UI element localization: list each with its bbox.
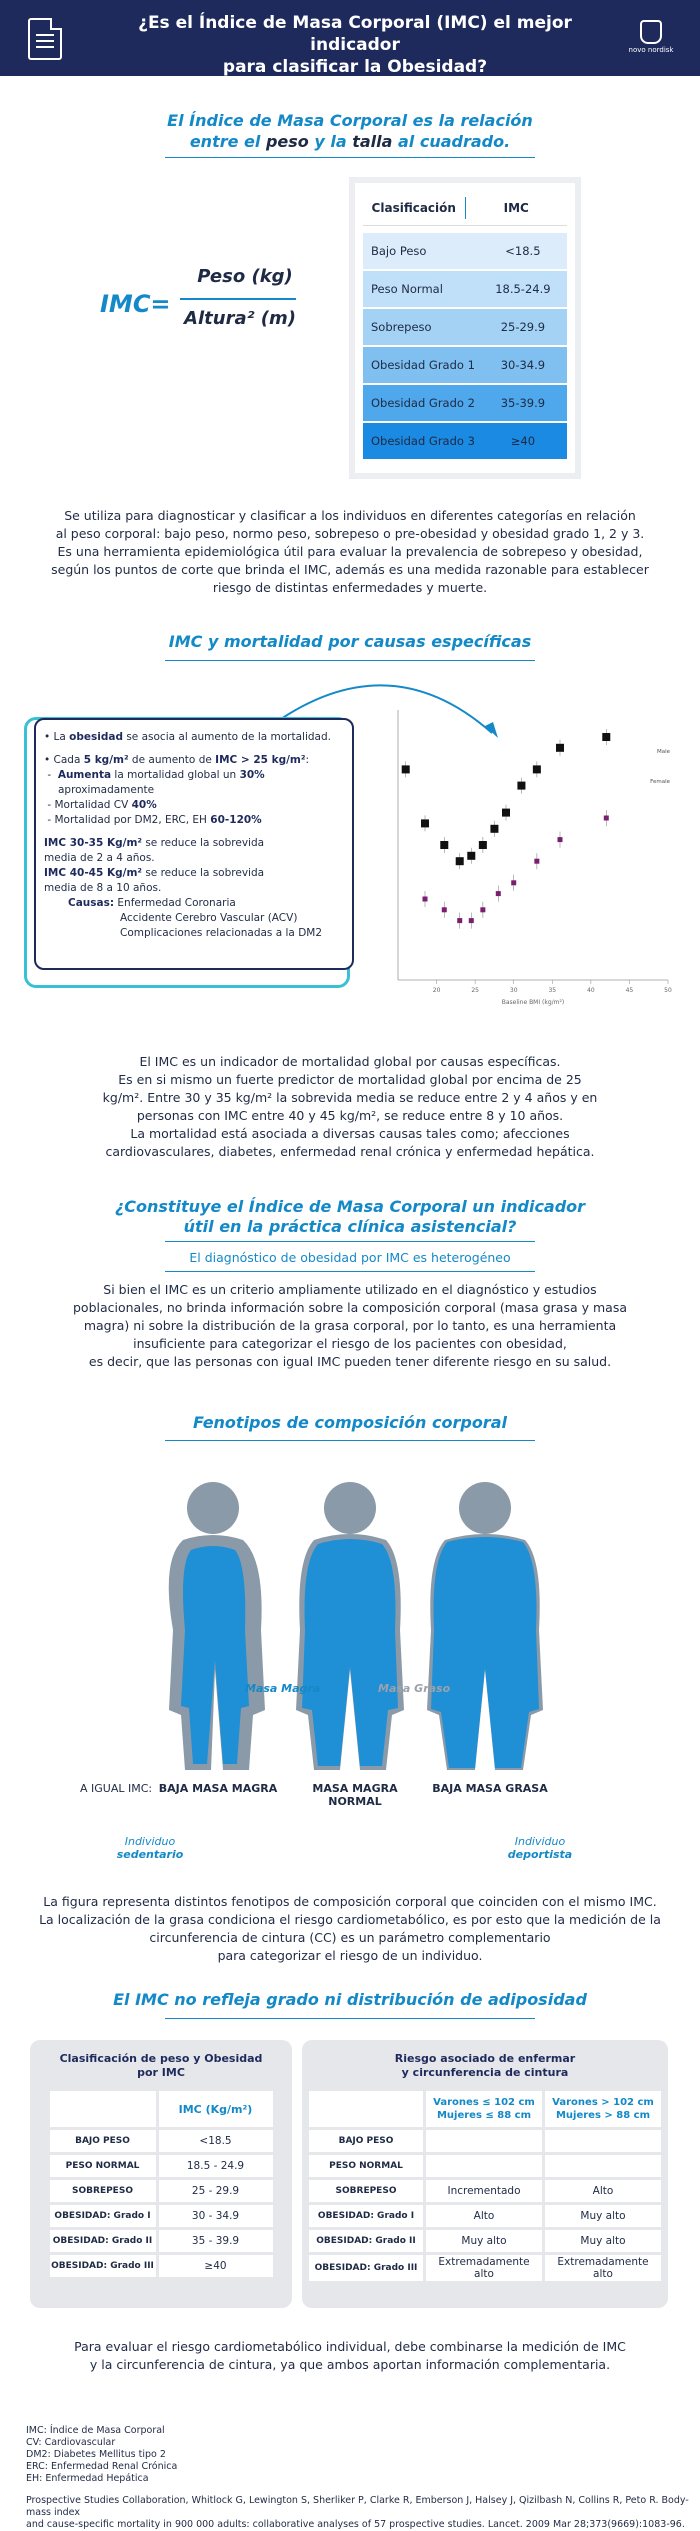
x-tick-label: 45 xyxy=(625,987,634,994)
section3-subheading: El diagnóstico de obesidad por IMC es heterogéneo xyxy=(189,1250,511,1265)
paragraph-line: Si bien el IMC es un criterio ampliamente utilizado en el diagnóstico y estudios xyxy=(103,1282,597,1297)
section3-paragraph xyxy=(40,1281,660,1371)
classification-row xyxy=(363,309,567,345)
waist-high-header: Varones > 102 cm Mujeres > 88 cm xyxy=(545,2091,661,2127)
row-label: OBESIDAD: Grado I xyxy=(309,2205,423,2227)
risk-normal-waist xyxy=(426,2155,542,2177)
divider xyxy=(165,1271,535,1272)
data-point xyxy=(423,897,428,902)
silhouette-low-fat xyxy=(427,1482,543,1770)
risk-high-waist: Muy alto xyxy=(545,2205,661,2227)
data-point xyxy=(421,819,429,827)
imc-classification-table xyxy=(30,2040,292,2308)
abbreviation: DM2: Diabetes Mellitus tipo 2 xyxy=(26,2449,166,2460)
x-tick-label: 35 xyxy=(548,987,557,994)
row-label: PESO NORMAL xyxy=(309,2155,423,2177)
imc-value: 35 - 39.9 xyxy=(159,2230,273,2252)
data-point xyxy=(558,837,563,842)
phenotype-low-lean: BAJA MASA MAGRA xyxy=(158,1782,278,1795)
data-point xyxy=(479,841,487,849)
imc-value: <18.5 xyxy=(159,2130,273,2152)
paragraph-line: cardiovasculares, diabetes, enfermedad renal crónica y enfermedad hepática. xyxy=(105,1144,595,1159)
x-tick-label: 25 xyxy=(471,987,479,994)
paragraph-line: La figura representa distintos fenotipos de composición corporal que coinciden con el mismo IMC. xyxy=(43,1894,657,1909)
paragraph-line: magra) ni sobre la distribución de la grasa corporal, por lo tanto, es una herramienta xyxy=(83,1318,617,1333)
paragraph-line: poblacionales, no brinda información sobre la composición corporal (masa grasa y masa xyxy=(72,1300,627,1315)
row-label: SOBREPESO xyxy=(50,2180,156,2202)
x-tick-label: 50 xyxy=(664,987,672,994)
paragraph-line: Se utiliza para diagnosticar y clasificar a los individuos en diferentes categorías en relación xyxy=(64,508,636,523)
risk-high-waist: Extremadamente alto xyxy=(545,2255,661,2281)
legend-label: Male xyxy=(656,749,670,756)
right-table-title: Riesgo asociado de enfermar y circunferencia de cintura xyxy=(394,2052,576,2079)
divider xyxy=(165,660,535,661)
section1-heading: El Índice de Masa Corporal es la relación entre el peso y la talla al cuadrado. xyxy=(167,111,533,151)
empty-header-cell xyxy=(309,2091,423,2127)
paragraph-line: El IMC es un indicador de mortalidad global por causas específicas. xyxy=(139,1054,561,1069)
classification-label: Bajo Peso xyxy=(371,244,427,258)
formula-denominator: Altura² (m) xyxy=(184,308,296,329)
reference: Prospective Studies Collaboration, Whitlock G, Lewington S, Sherliker P, Clarke R, Emberson J, Halsey J, Qizilbash N, Collins R, Peto R. Body-mass index and cause-specific mortality in 900 000 adults: collaborative analyses of 57 prospective studies. Lancet. 2009 Mar 28;373(9669):1083-96. xyxy=(26,2495,689,2530)
classification-label: Obesidad Grado 1 xyxy=(371,358,475,372)
abbreviation: CV: Cardiovascular xyxy=(26,2437,116,2448)
risk-normal-waist xyxy=(426,2130,542,2152)
paragraph-line: circunferencia de cintura (CC) es un parámetro complementario xyxy=(149,1930,551,1945)
section4-heading: Fenotipos de composición corporal xyxy=(193,1413,507,1432)
section5-heading: El IMC no refleja grado ni distribución de adiposidad xyxy=(113,1990,587,2009)
classification-row xyxy=(363,233,567,269)
data-point xyxy=(534,859,539,864)
lean-mass-legend: Masa Magra xyxy=(245,1682,321,1695)
data-point xyxy=(490,825,498,833)
data-point xyxy=(467,852,475,860)
row-label: BAJO PESO xyxy=(50,2130,156,2152)
row-label: OBESIDAD: Grado III xyxy=(309,2255,423,2281)
paragraph-line: personas con IMC entre 40 y 45 kg/m², se reduce entre 8 y 10 años. xyxy=(136,1108,564,1123)
waist-normal-header: Varones ≤ 102 cm Mujeres ≤ 88 cm xyxy=(426,2091,542,2127)
risk-normal-waist: Incrementado xyxy=(426,2180,542,2202)
abbreviation-list xyxy=(26,2425,700,2485)
data-point xyxy=(556,744,564,752)
abbreviation: ERC: Enfermedad Renal Crónica xyxy=(26,2461,178,2472)
section1-paragraph xyxy=(40,507,660,597)
divider xyxy=(165,1241,535,1242)
page-title: ¿Es el Índice de Masa Corporal (IMC) el mejor indicador para clasificar la Obesidad? xyxy=(138,13,572,77)
novo-nordisk-logo: novo nordisk xyxy=(626,20,676,54)
phenotype-normal-lean: MASA MAGRA NORMAL xyxy=(312,1782,398,1808)
data-point xyxy=(442,907,447,912)
classification-value: 25-29.9 xyxy=(500,320,546,334)
paragraph-line: es decir, que las personas con igual IMC pueden tener diferente riesgo en su salud. xyxy=(88,1354,612,1369)
mortality-scatter-chart xyxy=(378,690,683,1020)
imc-value: 25 - 29.9 xyxy=(159,2180,273,2202)
risk-high-waist xyxy=(545,2130,661,2152)
closing-paragraph: Para evaluar el riesgo cardiometabólico individual, debe combinarse la medición de IMC y la circunferencia de cintura, ya que ambos aportan información complementaria. xyxy=(74,2339,626,2372)
risk-normal-waist: Extremadamente alto xyxy=(426,2255,542,2281)
paragraph-line: según los puntos de corte que brinda el IMC, además es una medida razonable para establecer xyxy=(51,562,649,577)
classification-row xyxy=(363,423,567,459)
data-point xyxy=(496,891,501,896)
abbreviation: IMC: Índice de Masa Corporal xyxy=(26,2425,165,2436)
table-header: Clasificación IMC xyxy=(363,191,567,226)
row-label: OBESIDAD: Grado I xyxy=(50,2205,156,2227)
paragraph-line: kg/m². Entre 30 y 35 kg/m² la sobrevida media se reduce entre 2 y 4 años y en xyxy=(102,1090,598,1105)
imc-value: 30 - 34.9 xyxy=(159,2205,273,2227)
row-label: PESO NORMAL xyxy=(50,2155,156,2177)
apis-bull-icon xyxy=(640,20,662,44)
bmi-classification-table xyxy=(355,183,575,473)
row-label: OBESIDAD: Grado II xyxy=(50,2230,156,2252)
imc-value: ≥40 xyxy=(159,2255,273,2277)
fat-mass-legend: Masa Graso xyxy=(378,1682,451,1695)
data-point xyxy=(604,816,609,821)
athlete-label: Individuo deportista xyxy=(507,1835,573,1861)
mortality-info-text: • La obesidad se asocia al aumento de la mortalidad. • Cada 5 kg/m² de aumento de IMC > 25 kg/m²: - Aumenta la mortalidad global un 30% aproximadamente - Mortalidad CV 40% - Mortalidad por DM2, ERC, EH 60-120% IMC 30-35 Kg/m² se reduce la sobrevida media de 2 a 4 años. IMC 40-45 Kg/m² se reduce la sobrevida media de 8 a 10 años. Causas: Enfermedad Coronaria Accidente Cerebro Vascular (ACV) Complicaciones relacionadas a la DM2 xyxy=(44,731,331,939)
row-label: OBESIDAD: Grado III xyxy=(50,2255,156,2277)
paragraph-line: La localización de la grasa condiciona el riesgo cardiometabólico, es por esto que la medición de la xyxy=(39,1912,661,1927)
section2-heading: IMC y mortalidad por causas específicas xyxy=(168,632,532,651)
paragraph-line: riesgo de distintas enfermedades y muerte. xyxy=(212,580,488,595)
classification-value: <18.5 xyxy=(505,244,541,258)
paragraph-line: Es en si mismo un fuerte predictor de mortalidad global por encima de 25 xyxy=(118,1072,582,1087)
abbreviation: EH: Enfermedad Hepática xyxy=(26,2473,149,2484)
divider xyxy=(165,1440,535,1441)
row-label: BAJO PESO xyxy=(309,2130,423,2152)
fraction-bar xyxy=(180,298,296,300)
classification-value: ≥40 xyxy=(510,434,536,448)
risk-waist-table xyxy=(302,2040,668,2308)
imc-col-header: IMC (Kg/m²) xyxy=(159,2091,273,2127)
imc-value: 18.5 - 24.9 xyxy=(159,2155,273,2177)
body-silhouettes xyxy=(150,1470,550,1790)
phenotype-low-fat: BAJA MASA GRASA xyxy=(432,1782,548,1795)
formula-label: IMC= xyxy=(100,290,171,318)
paragraph-line: para categorizar el riesgo de un individuo. xyxy=(217,1948,483,1963)
data-point xyxy=(480,907,485,912)
risk-normal-waist: Alto xyxy=(426,2205,542,2227)
risk-high-waist: Alto xyxy=(545,2180,661,2202)
classification-value: 18.5-24.9 xyxy=(495,282,551,296)
empty-header-cell xyxy=(50,2091,156,2127)
data-point xyxy=(402,765,410,773)
classification-value: 35-39.9 xyxy=(500,396,546,410)
classification-row xyxy=(363,385,567,421)
left-table-title: Clasificación de peso y Obesidad por IMC xyxy=(59,2052,263,2079)
header-banner xyxy=(0,0,700,76)
legend-label: Female xyxy=(650,779,670,786)
data-point xyxy=(457,918,462,923)
classification-value: 30-34.9 xyxy=(500,358,546,372)
silhouette-normal-lean xyxy=(296,1482,404,1770)
paragraph-line: al peso corporal: bajo peso, normo peso, sobrepeso o pre-obesidad y obesidad grado 1, 2 y 3. xyxy=(55,526,645,541)
formula-numerator: Peso (kg) xyxy=(197,266,293,287)
paragraph-line: La mortalidad está asociada a diversas causas tales como; afecciones xyxy=(130,1126,570,1141)
data-point xyxy=(602,733,610,741)
data-point xyxy=(469,918,474,923)
data-point xyxy=(440,841,448,849)
classification-label: Obesidad Grado 2 xyxy=(371,396,475,410)
document-icon xyxy=(28,18,62,60)
same-imc-label: A IGUAL IMC: xyxy=(80,1782,153,1795)
x-tick-label: 40 xyxy=(587,987,595,994)
classification-label: Obesidad Grado 3 xyxy=(371,434,475,448)
paragraph-line: insuficiente para categorizar el riesgo de los pacientes con obesidad, xyxy=(133,1336,567,1351)
section4-paragraph xyxy=(30,1893,670,1965)
sedentary-label: Individuo sedentario xyxy=(116,1835,184,1861)
divider xyxy=(165,157,535,158)
classification-label: Peso Normal xyxy=(371,282,443,296)
classification-row xyxy=(363,271,567,307)
x-tick-label: 20 xyxy=(432,987,441,994)
section2-paragraph xyxy=(40,1053,660,1161)
section3-heading: ¿Constituye el Índice de Masa Corporal un indicador útil en la práctica clínica asistencial? xyxy=(114,1197,586,1236)
paragraph-line: Es una herramienta epidemiológica útil para evaluar la prevalencia de sobrepeso y obesidad, xyxy=(57,544,643,559)
risk-normal-waist: Muy alto xyxy=(426,2230,542,2252)
footer xyxy=(26,2425,700,2531)
silhouette-low-lean xyxy=(169,1482,265,1770)
data-point xyxy=(502,809,510,817)
risk-high-waist xyxy=(545,2155,661,2177)
x-tick-label: 30 xyxy=(509,987,518,994)
divider xyxy=(165,2018,535,2019)
data-point xyxy=(533,765,541,773)
data-point xyxy=(456,857,464,865)
row-label: SOBREPESO xyxy=(309,2180,423,2202)
x-axis-label: Baseline BMI (kg/m²) xyxy=(501,999,565,1006)
classification-label: Sobrepeso xyxy=(371,320,432,334)
classification-row xyxy=(363,347,567,383)
data-point xyxy=(511,880,516,885)
data-point xyxy=(517,782,525,790)
row-label: OBESIDAD: Grado II xyxy=(309,2230,423,2252)
risk-high-waist: Muy alto xyxy=(545,2230,661,2252)
